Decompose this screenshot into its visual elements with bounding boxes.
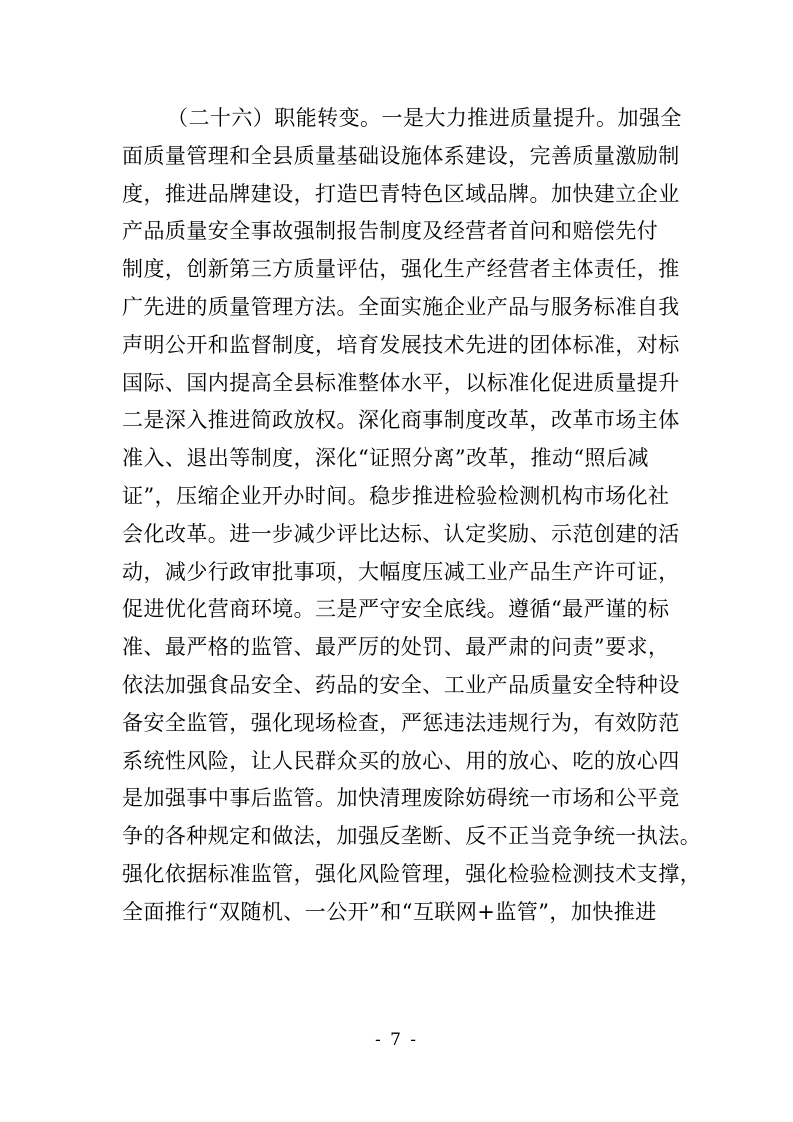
text-line: 会化改革。进一步减少评比达标、认定奖励、示范创建的活 [122, 521, 680, 546]
text-line: 准入、退出等制度，深化“证照分离”改革，推动“照后减 [122, 446, 649, 471]
text-line: 促进优化营商环境。三是严守安全底线。遵循“最严谨的标 [122, 597, 670, 622]
text-line: 度，推进品牌建设，打造巴青特色区域品牌。加快建立企业 [122, 181, 680, 206]
text-line: 产品质量安全事故强制报告制度及经营者首问和赔偿先付 [122, 219, 659, 244]
text-line: 系统性风险，让人民群众买的放心、用的放心、吃的放心四 [122, 748, 680, 773]
text-line: 动，减少行政审批事项，大幅度压减工业产品生产许可证， [122, 559, 680, 584]
text-line: 是加强事中事后监管。加快清理废除妨碍统一市场和公平竞 [122, 786, 680, 811]
text-line: 国际、国内提高全县标准整体水平，以标准化促进质量提升 [122, 370, 680, 395]
text-line: 准、最严格的监管、最严厉的处罚、最严肃的问责”要求， [122, 635, 670, 660]
text-line: 证”，压缩企业开办时间。稳步推进检验检测机构市场化社 [122, 483, 670, 508]
text-line: 依法加强食品安全、药品的安全、工业产品质量安全特种设 [122, 672, 680, 697]
text-line: 面质量管理和全县质量基础设施体系建设，完善质量激励制 [122, 143, 680, 168]
text-line: （二十六）职能转变。一是大力推进质量提升。加强全 [167, 106, 682, 130]
body-text [122, 100, 702, 932]
text-line: 全面推行“双随机、一公开”和“互联网+监管”，加快推进 [122, 899, 657, 924]
text-line: 备安全监管，强化现场检查，严惩违法违规行为，有效防范 [122, 710, 680, 735]
text-line: 强化依据标准监管，强化风险管理，强化检验检测技术支撑， [122, 861, 702, 886]
text-line: 声明公开和监督制度，培育发展技术先进的团体标准，对标 [122, 332, 680, 357]
text-line: 争的各种规定和做法，加强反垄断、反不正当竞争统一执法。 [122, 824, 702, 849]
text-line: 制度，创新第三方质量评估，强化生产经营者主体责任，推 [122, 257, 680, 282]
page-number: - 7 - [374, 1030, 419, 1050]
text-line: 广先进的质量管理方法。全面实施企业产品与服务标准自我 [122, 294, 680, 319]
text-line: 二是深入推进简政放权。深化商事制度改革，改革市场主体 [122, 408, 680, 433]
